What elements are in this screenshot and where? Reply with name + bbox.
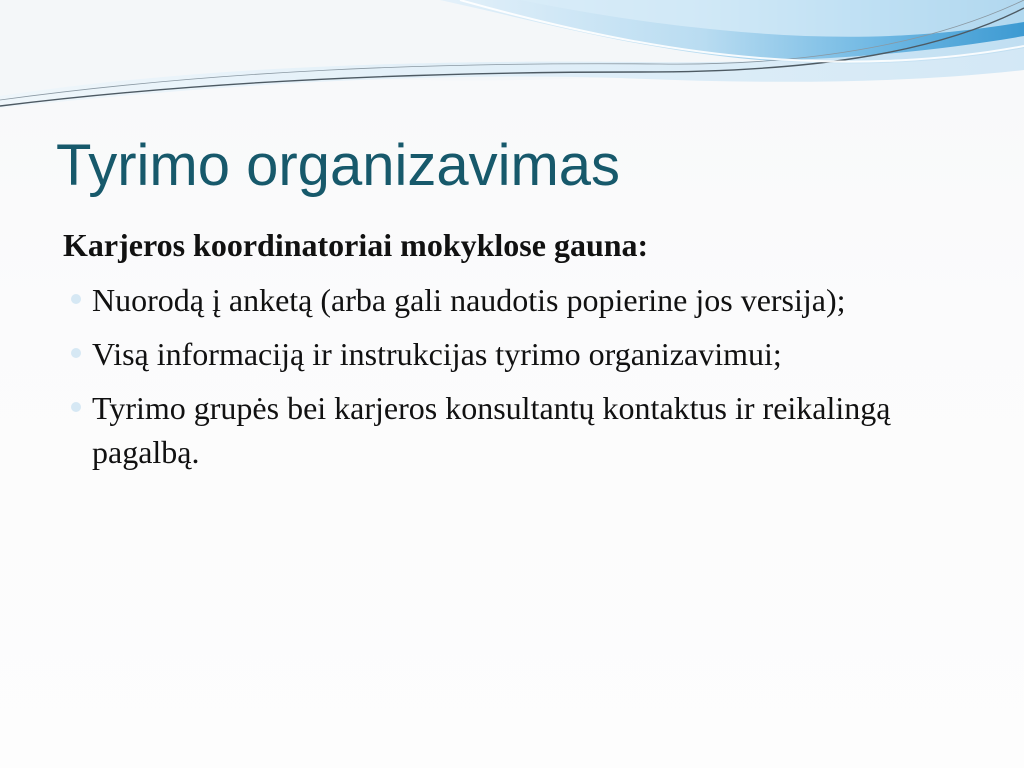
bullet-text: Visą informaciją ir instrukcijas tyrimo organizavimui; xyxy=(92,336,782,372)
bullet-item xyxy=(63,386,963,474)
intro-text: Karjeros koordinatoriai mokyklose gauna: xyxy=(63,227,649,263)
bullet-list xyxy=(63,278,963,474)
bullet-dot-icon xyxy=(71,294,81,304)
bullet-dot-icon xyxy=(71,348,81,358)
bullet-text: Tyrimo grupės bei karjeros konsultantų kontaktus ir reikalingą pagalbą. xyxy=(92,390,891,470)
bullet-dot-icon xyxy=(71,402,81,412)
header-wave-decoration xyxy=(0,0,1024,120)
bullet-item xyxy=(63,332,963,376)
slide-title: Tyrimo organizavimas xyxy=(56,133,621,198)
bullet-text: Nuorodą į anketą (arba gali naudotis popierine jos versija); xyxy=(92,282,846,318)
bullet-item xyxy=(63,278,963,322)
slide-body xyxy=(63,222,963,484)
